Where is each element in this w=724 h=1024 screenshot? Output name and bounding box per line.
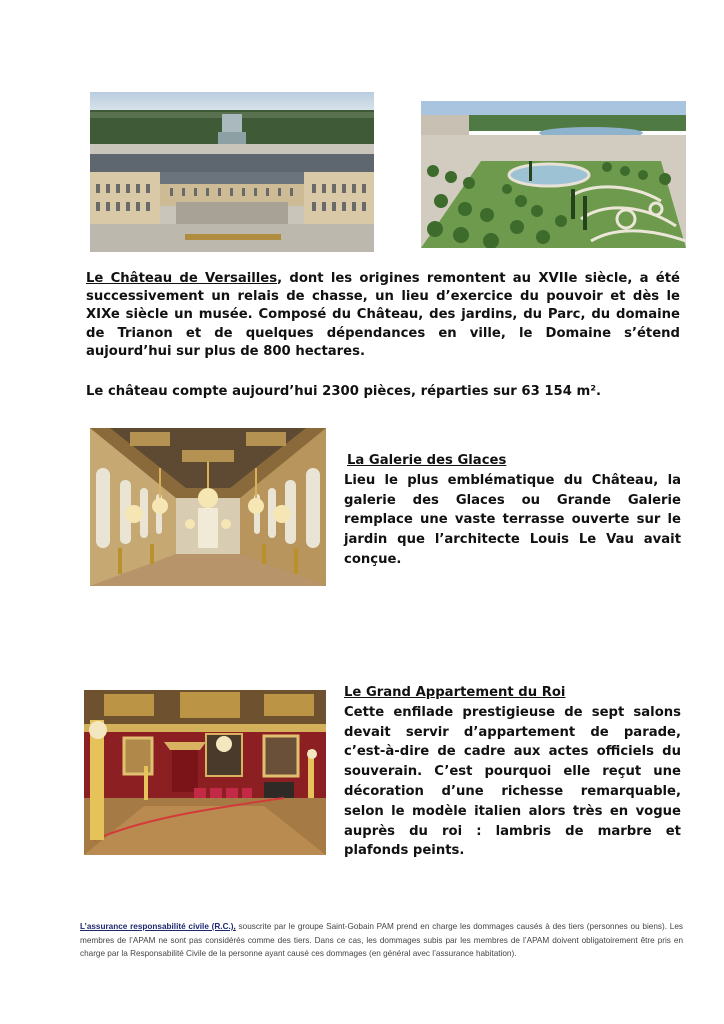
insurance-footer-text: souscrite par le groupe Saint-Gobain PAM prend en charge les dommages causés à des tiers (personnes ou biens). Les membres de l’APAM ne sont pas considérés comme des tiers. Dans ce cas, les dommages subis par les membres de l’APAM doivent obligatoirement être pris en charge par la Responsabilité Civile de la personne ayant causé ces dommages (en général avec l’assurance habitation). bbox=[80, 922, 683, 959]
chateau-intro-paragraph bbox=[86, 270, 680, 361]
orangerie-garden-photo bbox=[421, 101, 686, 248]
grand-appartement-photo-drawing bbox=[84, 690, 326, 855]
galerie-text: Lieu le plus emblématique du Château, la galerie des Glaces ou Grande Galerie remplace une vaste terrasse ouverte sur le jardin que l’architecte Louis Le Vau avait conçue. bbox=[344, 472, 681, 567]
insurance-footer-link[interactable]: L’assurance responsabilité civile (R.C.), bbox=[80, 922, 236, 931]
chateau-intro-title: Le Château de Versailles bbox=[86, 271, 278, 286]
appartement-section bbox=[344, 683, 681, 861]
galerie-section bbox=[344, 451, 681, 570]
galerie-des-glaces-photo bbox=[90, 428, 326, 586]
chateau-aerial-photo-drawing bbox=[90, 92, 374, 252]
galerie-title: La Galerie des Glaces bbox=[347, 453, 507, 468]
chateau-rooms-text: Le château compte aujourd’hui 2300 pièces, réparties sur 63 154 m². bbox=[86, 384, 601, 399]
insurance-footer bbox=[80, 920, 683, 961]
chateau-intro-text: , dont les origines remontent au XVIIe siècle, a été successivement un relais de chasse, un lieu d’exercice du pouvoir et dès le XIXe siècle un musée. Composé du Château, des jardins, du Parc, du domaine de Trianon et de quelques dépendances en ville, le Domaine s’étend aujourd’hui sur plus de 800 hectares. bbox=[86, 271, 680, 359]
galerie-des-glaces-photo-drawing bbox=[90, 428, 326, 586]
appartement-text: Cette enfilade prestigieuse de sept salons devait servir d’appartement de parade, c’est-à-dire de cadre aux actes officiels du souverain. C’est pourquoi elle reçut une décoration d’une richesse remarquable, selon le modèle italien alors très en vogue auprès du roi : lambris de marbre et plafonds peints. bbox=[344, 704, 681, 859]
chateau-aerial-photo bbox=[90, 92, 374, 252]
orangerie-garden-photo-drawing bbox=[421, 101, 686, 248]
grand-appartement-photo bbox=[84, 690, 326, 855]
appartement-title: Le Grand Appartement du Roi bbox=[344, 685, 566, 700]
